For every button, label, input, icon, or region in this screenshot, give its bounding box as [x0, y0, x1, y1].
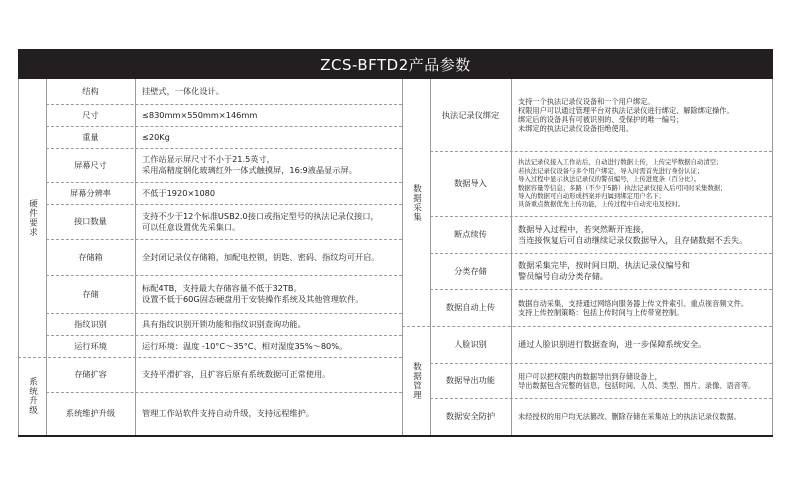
category-manage: 数据管理: [411, 361, 422, 400]
category-collect: 数据采集: [411, 183, 422, 222]
row-value: 数据自动采集，支持通过网络向服务器上传文件索引、重点视音频文件。 支持上传控制策略：包括上传时间与上传带宽控制。: [518, 298, 749, 317]
row-label: 屏幕分辨率: [70, 187, 111, 198]
row-label: 存储箱: [78, 251, 103, 262]
sheet-title: ZCS-BFTD2产品参数: [18, 49, 773, 79]
row-value: 通过人脸识别进行数据查询，进一步保障系统安全。: [518, 339, 707, 350]
category-hardware: 硬件要求: [27, 199, 38, 237]
row-label: 数据导出功能: [445, 375, 496, 386]
spec-sheet: [18, 49, 773, 435]
row-label: 数据自动上传: [445, 302, 496, 313]
row-label: 存储: [82, 288, 99, 299]
row-value: 数据导入过程中，若突然断开连接， 当连接恢复后可自动继续记录仪数据导入，且存储数据不丢失。: [518, 223, 748, 245]
row-label: 尺寸: [82, 109, 99, 120]
row-value: 挂壁式，一体化设计。: [142, 86, 224, 97]
row-value: 支持平滑扩容，且扩容后原有系统数据可正常使用。: [142, 369, 331, 380]
row-label: 屏幕尺寸: [74, 159, 107, 170]
row-value: 运行环境：温度 -10°C～35°C、相对湿度35%～80%。: [142, 340, 348, 351]
row-label: 数据导入: [454, 178, 487, 189]
row-value: 不低于1920×1080: [142, 187, 216, 198]
row-value: 标配4TB，支持最大存储容量不低于32TB。 设置不低于60G固态硬盘用于安装操作系统及其他管理软件。: [142, 283, 364, 304]
row-value: 执法记录仪接入工作站后，自动进行数据上传，上传完毕数据自动清空； 若执法记录仪设备与多个用户绑定，导入时需首先进行身份认证； 导入过程中显示执法记录仪的警员编号，上传进度条（百分比）。 数据容量等信息；多路（不少于5路）执法记录仪接入后可同时采集数据； 导入的数据可自动形成档案并归属到绑定用户名下； 具备重点数据优先上传功能，上传过程中自动充电及校时。: [518, 158, 727, 209]
row-label: 断点续传: [454, 229, 487, 240]
row-value: 管理工作站软件支持自动升级，支持远程维护。: [142, 408, 314, 419]
row-label: 结构: [82, 86, 99, 97]
row-label: 分类存储: [454, 265, 487, 276]
row-label: 执法记录仪绑定: [441, 109, 500, 120]
row-label: 系统维护升级: [65, 408, 116, 419]
row-value: 用户可以把权限内的数据导出到存储设备上， 导出数据包含完整的信息，包括时间、人员、类型、图片、录像、语音等。: [518, 371, 756, 390]
row-label: 存储扩容: [74, 369, 107, 380]
row-value: 数据采集完毕，按时间日期、执法记录仪编号和 警员编号自动分类存储。: [518, 260, 690, 281]
category-upgrade: 系统升级: [27, 377, 38, 415]
row-value: ≤20Kg: [142, 131, 170, 142]
row-label: 运行环境: [74, 340, 107, 351]
row-value: ≤830mm×550mm×146mm: [142, 109, 258, 120]
row-label: 数据安全防护: [445, 411, 496, 422]
row-label: 接口数量: [74, 216, 107, 227]
row-label: 重量: [82, 131, 99, 142]
row-value: 具有指纹识别开锁功能和指纹识别查询功能。: [142, 318, 306, 329]
spec-table: [18, 79, 773, 435]
row-label: 指纹识别: [74, 318, 107, 329]
row-value: 未经授权的用户均无法篡改、删除存储在采集站上的执法记录仪数据。: [518, 412, 741, 421]
bottom-rule: [18, 435, 773, 437]
row-value: 支持一个执法记录仪设备和一个用户绑定。 权限用户可以通过管理平台对执法记录仪进行绑定、解除绑定操作。 绑定后的设备具有可被识别的、受保护的唯一编号； 未绑定的执法记录仪设备拒绝使用。: [518, 97, 734, 133]
row-value: 支持不少于12个标准USB2.0接口或指定型号的执法记录仪接口， 可以任意设置优先采集口。: [142, 210, 379, 232]
row-label: 人脸识别: [454, 339, 487, 350]
row-value: 全封闭记录仪存储箱，加配电控锁，钥匙、密码、指纹均可开启。: [142, 251, 380, 262]
row-value: 工作站显示屏尺寸不小于21.5英寸， 采用高精度钢化玻璃红外一体式触摸屏，16:9液晶显示屏。: [142, 154, 357, 175]
